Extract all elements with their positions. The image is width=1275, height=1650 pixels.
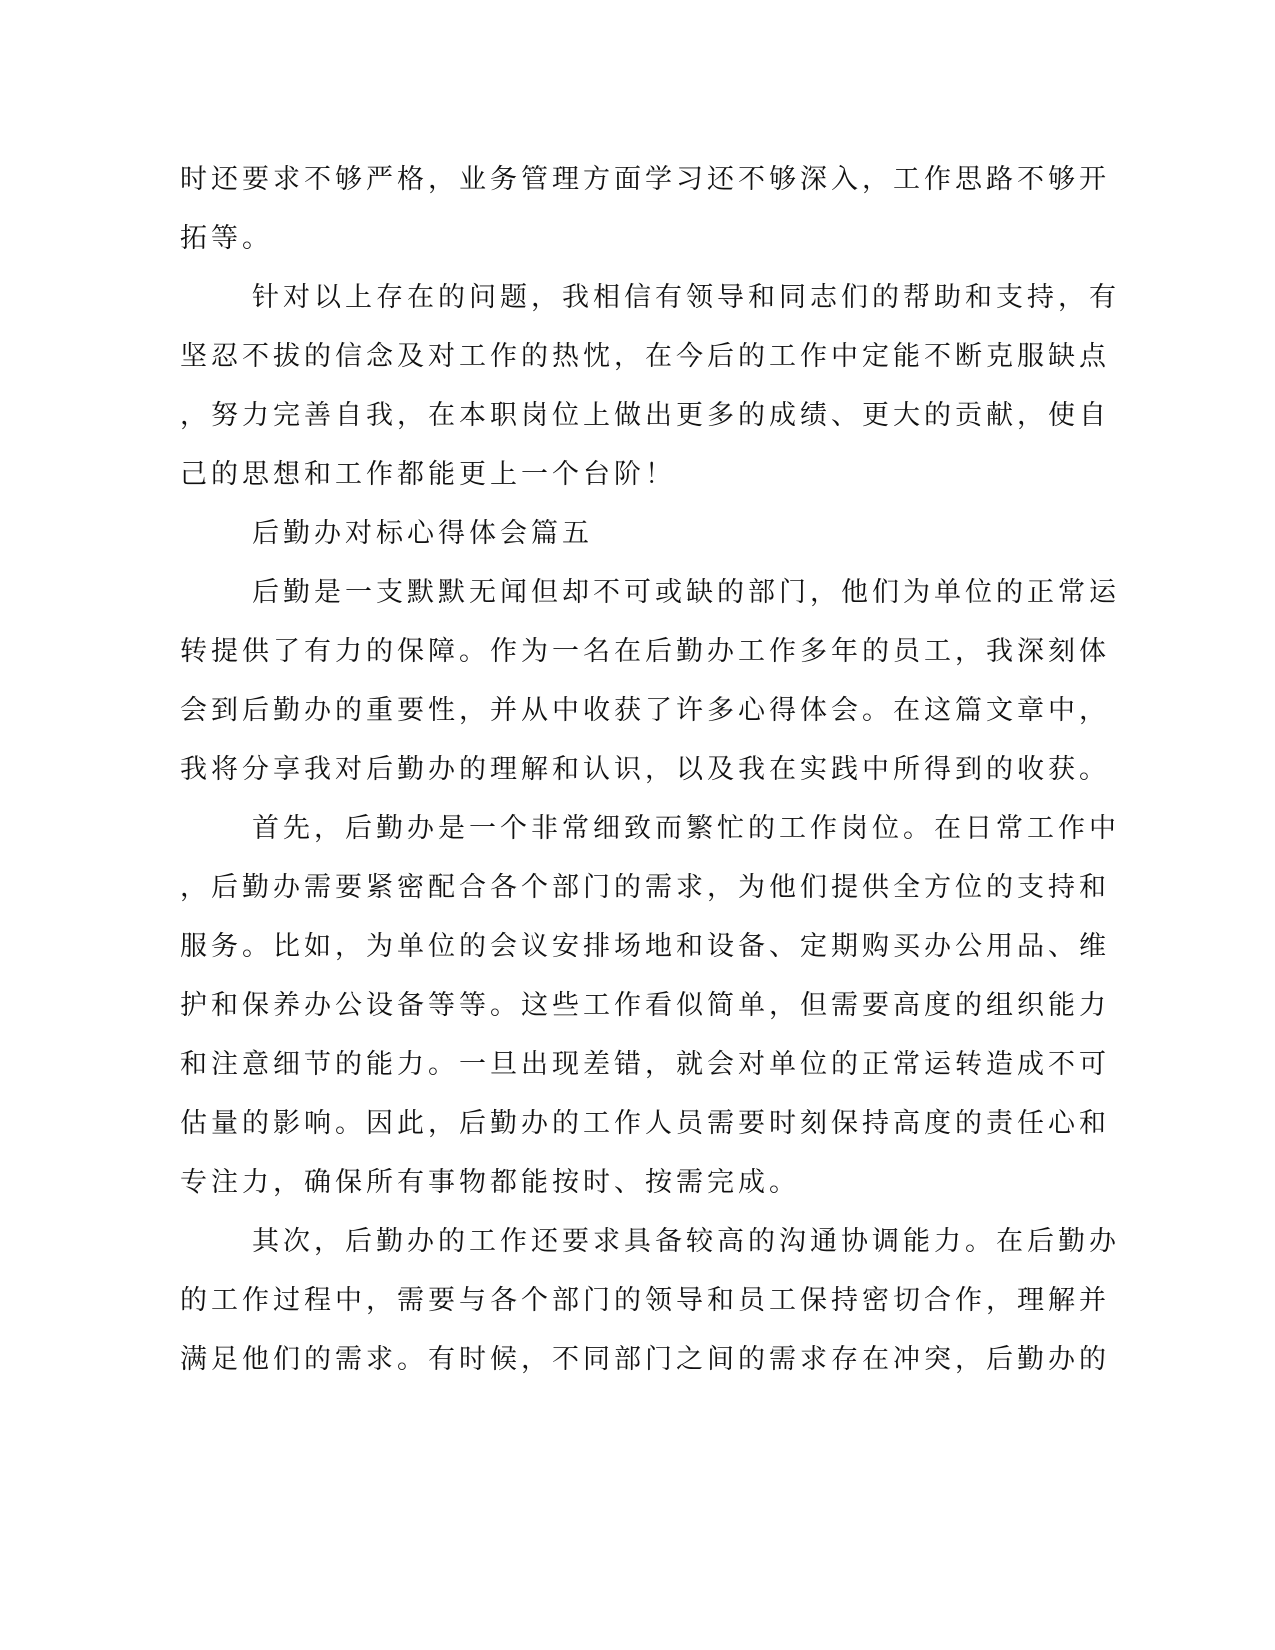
text-line: 坚忍不拔的信念及对工作的热忱，在今后的工作中定能不断克服缺点 [180,341,1110,372]
text-line: 会到后勤办的重要性，并从中收获了许多心得体会。在这篇文章中， [180,695,1110,726]
paragraph-first-line: 首先，后勤办是一个非常细致而繁忙的工作岗位。在日常工作中 [252,813,1120,844]
text-line: 和注意细节的能力。一旦出现差错，就会对单位的正常运转造成不可 [180,1049,1110,1080]
paragraph-first-line: 针对以上存在的问题，我相信有领导和同志们的帮助和支持，有 [252,282,1120,313]
text-line: 己的思想和工作都能更上一个台阶！ [180,459,676,490]
text-line: 护和保养办公设备等等。这些工作看似简单，但需要高度的组织能力 [180,990,1110,1021]
text-line: 我将分享我对后勤办的理解和认识，以及我在实践中所得到的收获。 [180,754,1110,785]
paragraph-first-line: 其次，后勤办的工作还要求具备较高的沟通协调能力。在后勤办 [252,1226,1120,1257]
text-line: ，努力完善自我，在本职岗位上做出更多的成绩、更大的贡献，使自 [180,400,1110,431]
paragraph-first-line: 后勤是一支默默无闻但却不可或缺的部门，他们为单位的正常运 [252,577,1120,608]
text-line: 拓等。 [180,223,273,254]
section-heading: 后勤办对标心得体会篇五 [252,518,593,549]
text-line: 估量的影响。因此，后勤办的工作人员需要时刻保持高度的责任心和 [180,1108,1110,1139]
text-line: 的工作过程中，需要与各个部门的领导和员工保持密切合作，理解并 [180,1285,1110,1316]
text-line: 转提供了有力的保障。作为一名在后勤办工作多年的员工，我深刻体 [180,636,1110,667]
text-line: 服务。比如，为单位的会议安排场地和设备、定期购买办公用品、维 [180,931,1110,962]
text-line: 时还要求不够严格，业务管理方面学习还不够深入，工作思路不够开 [180,164,1110,195]
text-line: ，后勤办需要紧密配合各个部门的需求，为他们提供全方位的支持和 [180,872,1110,903]
text-line: 专注力，确保所有事物都能按时、按需完成。 [180,1167,800,1198]
text-line: 满足他们的需求。有时候，不同部门之间的需求存在冲突，后勤办的 [180,1344,1110,1375]
